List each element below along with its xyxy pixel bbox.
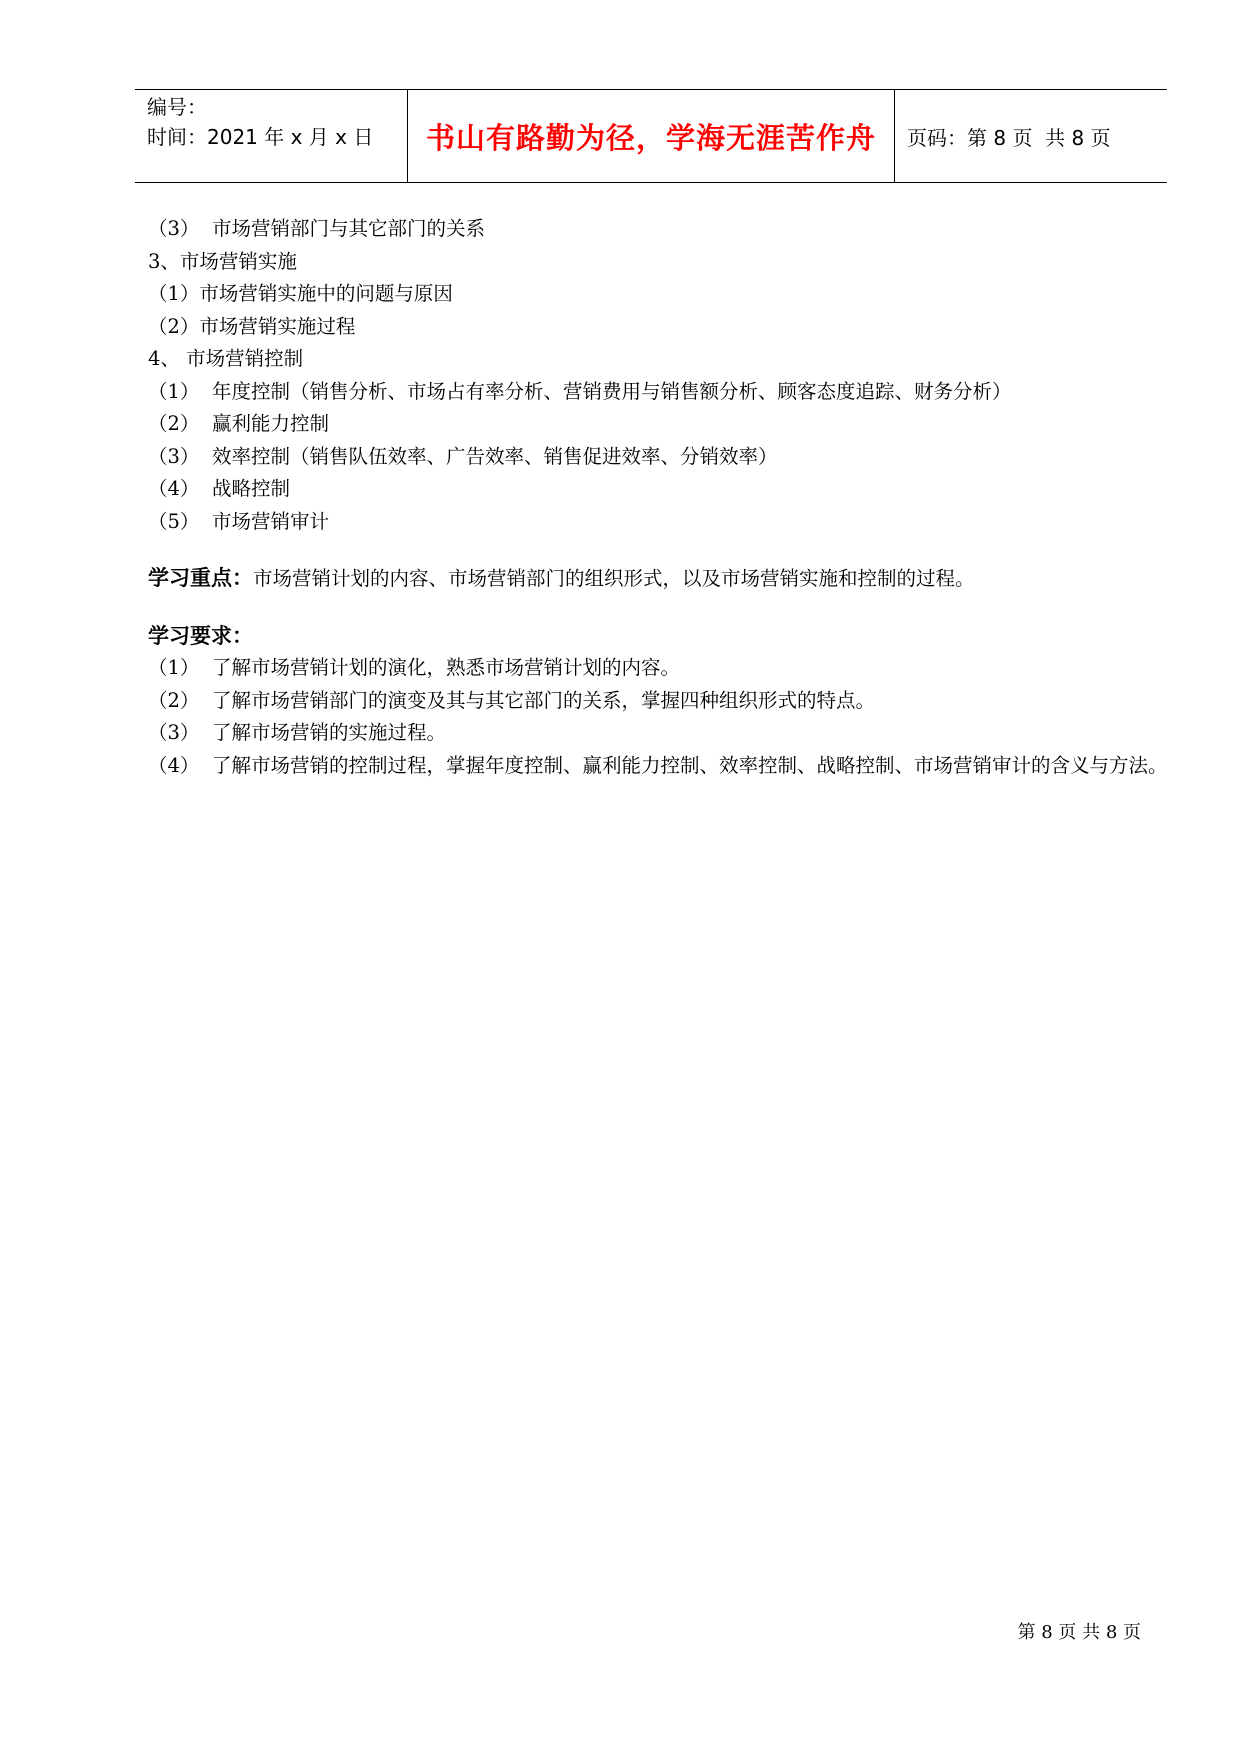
outline-text: 市场营销实施过程 bbox=[199, 314, 356, 338]
header-page-cell bbox=[895, 90, 1167, 182]
outline-text: 市场营销实施中的问题与原因 bbox=[199, 282, 453, 305]
outline-item bbox=[148, 441, 1168, 474]
outline-item bbox=[148, 376, 1168, 409]
outline-item bbox=[148, 408, 1168, 441]
outline-text: 市场营销审计 bbox=[212, 509, 330, 533]
footer-page-number: 第 8 页 共 8 页 bbox=[1017, 1622, 1141, 1643]
document-header bbox=[135, 89, 1167, 183]
requirement-item bbox=[148, 652, 1168, 685]
outline-item bbox=[148, 506, 1168, 539]
outline-text: 年度控制（销售分析、市场占有率分析、营销费用与销售额分析、顾客态度追踪、财务分析） bbox=[212, 379, 1012, 403]
requirements-title: 学习要求： bbox=[148, 623, 253, 648]
key-points-title: 学习重点： bbox=[148, 566, 253, 590]
header-meta-cell bbox=[135, 90, 408, 182]
requirement-index: （3） bbox=[148, 721, 200, 744]
requirement-index: （1） bbox=[148, 656, 200, 679]
outline-index: （3） bbox=[148, 444, 200, 468]
outline-text: 3、市场营销实施 bbox=[148, 249, 297, 273]
requirement-text: 了解市场营销计划的演化，熟悉市场营销计划的内容。 bbox=[212, 656, 681, 679]
outline-item bbox=[148, 213, 1168, 246]
outline-index: （1） bbox=[148, 282, 200, 305]
page-number-label: 页码：第 8 页 共 8 页 bbox=[907, 125, 1111, 150]
outline-text: 效率控制（销售队伍效率、广告效率、销售促进效率、分销效率） bbox=[212, 444, 778, 468]
document-body bbox=[148, 213, 1168, 782]
outline-heading bbox=[148, 343, 1168, 376]
outline-index: （3） bbox=[148, 217, 200, 240]
code-label: 编号： bbox=[147, 95, 207, 119]
key-points-text: 市场营销计划的内容、市场营销部门的组织形式，以及市场营销实施和控制的过程。 bbox=[253, 567, 975, 590]
requirement-index: （4） bbox=[148, 753, 200, 777]
outline-text: 4、 市场营销控制 bbox=[148, 347, 304, 370]
outline-item bbox=[148, 311, 1168, 344]
requirement-item bbox=[148, 717, 1168, 750]
outline-text: 市场营销部门与其它部门的关系 bbox=[212, 217, 486, 240]
requirement-item bbox=[148, 685, 1168, 718]
time-label: 时间：2021 年 x 月 x 日 bbox=[147, 125, 374, 149]
outline-index: （1） bbox=[148, 379, 200, 403]
motto-text: 书山有路勤为径，学海无涯苦作舟 bbox=[425, 120, 876, 155]
requirement-text: 了解市场营销的控制过程，掌握年度控制、赢利能力控制、效率控制、战略控制、市场营销审计的含义与方法。 bbox=[212, 753, 1168, 777]
requirement-index: （2） bbox=[148, 688, 200, 712]
outline-item bbox=[148, 278, 1168, 311]
outline-index: （2） bbox=[148, 314, 200, 338]
outline-index: （2） bbox=[148, 412, 200, 435]
outline-text: 赢利能力控制 bbox=[212, 412, 330, 435]
outline-index: （4） bbox=[148, 477, 200, 500]
key-points bbox=[148, 562, 1168, 596]
outline-index: （5） bbox=[148, 509, 200, 533]
outline-text: 战略控制 bbox=[212, 477, 291, 500]
page-footer bbox=[1017, 1618, 1141, 1644]
requirements bbox=[148, 620, 1168, 783]
requirement-item bbox=[148, 750, 1168, 783]
outline-item bbox=[148, 473, 1168, 506]
requirement-text: 了解市场营销的实施过程。 bbox=[212, 721, 447, 744]
header-motto-cell bbox=[408, 90, 895, 182]
requirement-text: 了解市场营销部门的演变及其与其它部门的关系，掌握四种组织形式的特点。 bbox=[212, 688, 876, 712]
outline-heading bbox=[148, 246, 1168, 279]
